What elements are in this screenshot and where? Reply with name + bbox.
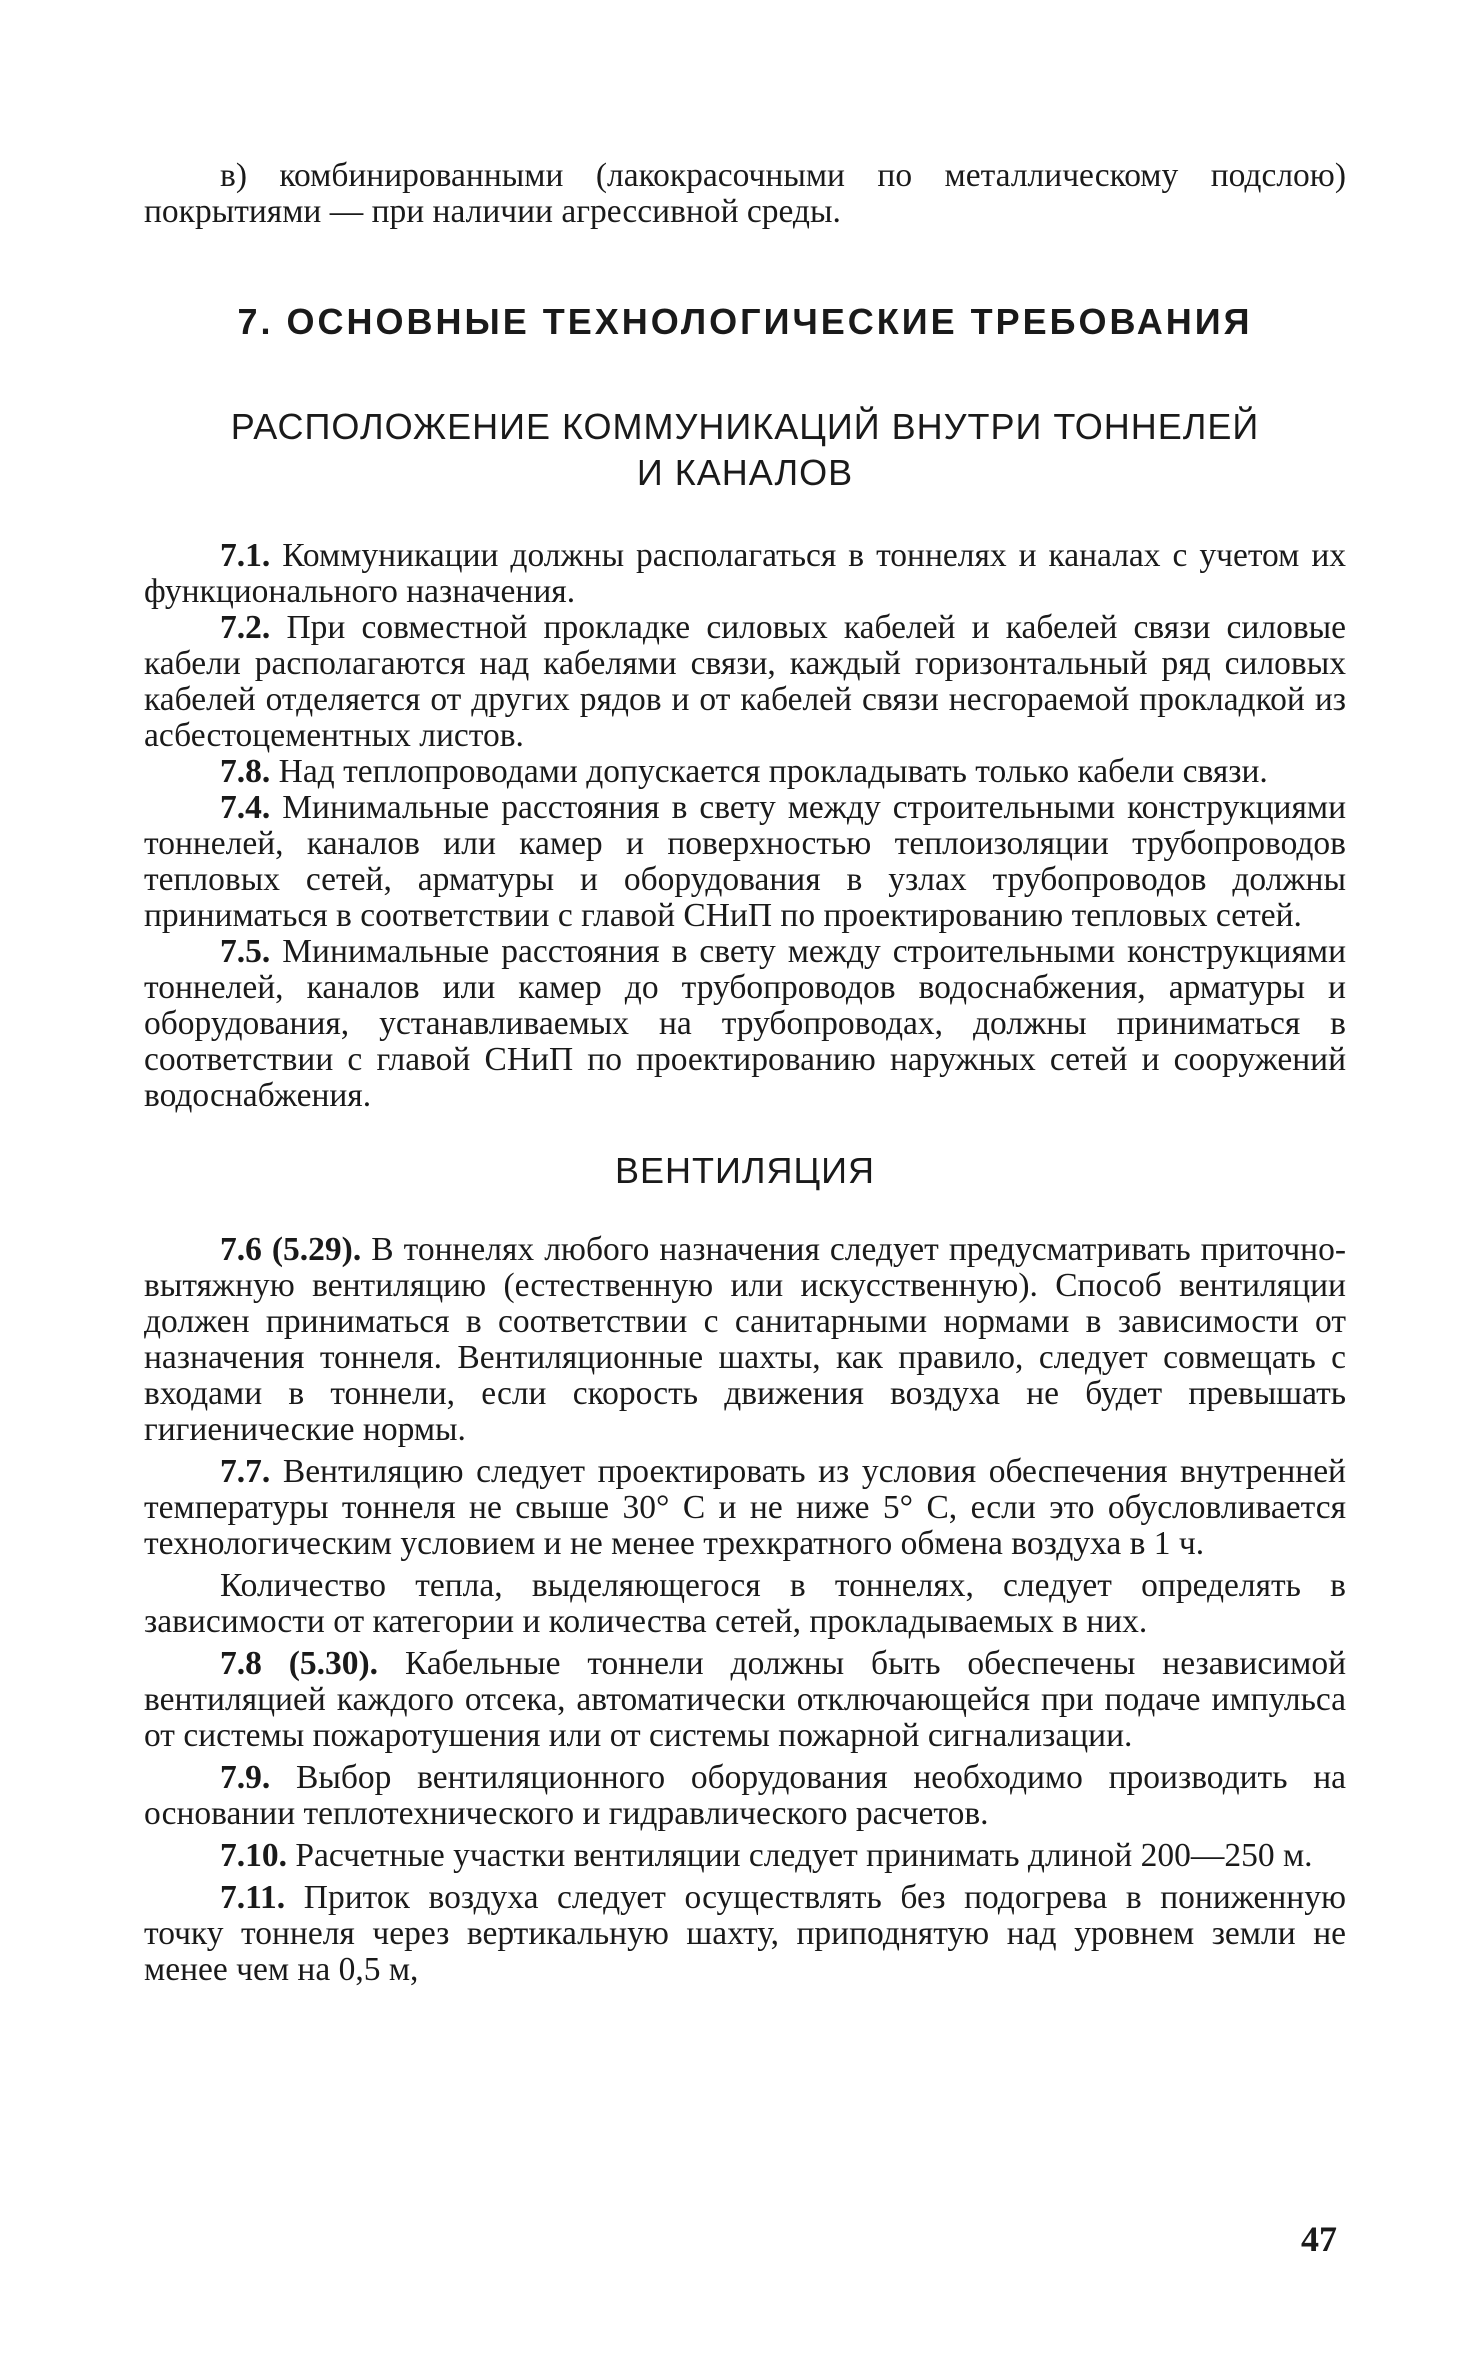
subsection-title-communications: [144, 404, 1346, 496]
clause-number: 7.8 (5.30).: [220, 1645, 379, 1682]
clause-paragraph: [144, 1454, 1346, 1562]
page-number: 47: [1301, 2219, 1337, 2259]
clause-paragraph: [144, 1838, 1346, 1874]
clause-number: 7.5.: [220, 933, 271, 970]
subsection-title-line-1: РАСПОЛОЖЕНИЕ КОММУНИКАЦИЙ ВНУТРИ ТОННЕЛЕЙ: [230, 406, 1260, 447]
clause-paragraph: [144, 1646, 1346, 1754]
clause-number: 7.4.: [220, 789, 271, 826]
clause-text: Минимальные расстояния в свету между строительными конструкциями тоннелей, каналов или камер до трубопроводов водоснабжения, арматуры и оборудования, устанавливаемых на трубопроводах, должны приниматься в соответствии с главой СНиП по проектированию наружных сетей и сооружений водоснабжения.: [144, 933, 1346, 1114]
clause-paragraph: [144, 1232, 1346, 1448]
clause-paragraph: [144, 610, 1346, 754]
clause-paragraph: [144, 790, 1346, 934]
clause-text: Количество тепла, выделяющегося в тоннелях, следует определять в зависимости от категории и количества сетей, прокладываемых в них.: [144, 1567, 1346, 1640]
clause-text: Вентиляцию следует проектировать из условия обеспечения внутренней температуры тоннеля не свыше 30° С и не ниже 5° С, если это обусловливается технологическим условием и не менее трехкратного обмена воздуха в 1 ч.: [144, 1453, 1346, 1562]
clause-paragraph: [144, 1568, 1346, 1640]
clause-number: 7.8.: [220, 753, 271, 790]
section-title: 7. ОСНОВНЫЕ ТЕХНОЛОГИЧЕСКИЕ ТРЕБОВАНИЯ: [237, 301, 1253, 342]
clause-number: 7.7.: [220, 1453, 271, 1490]
clauses-ventilation: [144, 1232, 1346, 1988]
clause-number: 7.2.: [220, 609, 271, 646]
clause-text: Коммуникации должны располагаться в тоннелях и каналах с учетом их функционального назначения.: [144, 537, 1347, 610]
clause-text: Минимальные расстояния в свету между строительными конструкциями тоннелей, каналов или камер и поверхностью теплоизоляции трубопроводов тепловых сетей, арматуры и оборудования в узлах трубопроводов должны приниматься в соответствии с главой СНиП по проектированию тепловых сетей.: [144, 789, 1346, 934]
clause-text: Над теплопроводами допускается прокладывать только кабели связи.: [278, 753, 1268, 790]
clause-paragraph: [144, 1760, 1346, 1832]
clause-text: При совместной прокладке силовых кабелей и кабелей связи силовые кабели располагаются над кабелями связи, каждый горизонтальный ряд силовых кабелей отделяется от других рядов и от кабелей связи несгораемой прокладкой из асбестоцементных листов.: [144, 609, 1347, 754]
clause-number: 7.11.: [220, 1879, 286, 1916]
subsection-title-ventilation: ВЕНТИЛЯЦИЯ: [614, 1150, 875, 1191]
clause-paragraph: [144, 754, 1346, 790]
clause-paragraph: [144, 538, 1346, 610]
clause-text: Приток воздуха следует осуществлять без подогрева в пониженную точку тоннеля через вертикальную шахту, приподнятую над уровнем земли не менее чем на 0,5 м,: [144, 1879, 1346, 1988]
clause-paragraph: [144, 1880, 1346, 1988]
intro-paragraph: в) комбинированными (лакокрасочными по металлическому подслою) покрытиями — при наличии агрессивной среды.: [144, 157, 1346, 230]
clause-text: В тоннелях любого назначения следует предусматривать приточно-вытяжную вентиляцию (естественную или искусственную). Способ вентиляции должен приниматься в соответствии с санитарными нормами в зависимости от назначения тоннеля. Вентиляционные шахты, как правило, следует совмещать с входами в тоннели, если скорость движения воздуха не будет превышать гигиенические нормы.: [144, 1231, 1346, 1448]
clause-number: 7.1.: [220, 537, 271, 574]
clause-number: 7.9.: [220, 1759, 271, 1796]
clauses-communications: [144, 538, 1346, 1114]
clause-number: 7.6 (5.29).: [220, 1231, 362, 1268]
subsection-title-line-2: И КАНАЛОВ: [636, 452, 854, 493]
clause-number: 7.10.: [220, 1837, 287, 1874]
clause-text: Кабельные тоннели должны быть обеспечены независимой вентиляцией каждого отсека, автоматически отключающейся при подаче импульса от системы пожаротушения или от системы пожарной сигнализации.: [144, 1645, 1347, 1754]
clause-paragraph: [144, 934, 1346, 1114]
clause-text: Расчетные участки вентиляции следует принимать длиной 200—250 м.: [295, 1837, 1313, 1874]
clause-text: Выбор вентиляционного оборудования необходимо производить на основании теплотехнического и гидравлического расчетов.: [144, 1759, 1347, 1832]
